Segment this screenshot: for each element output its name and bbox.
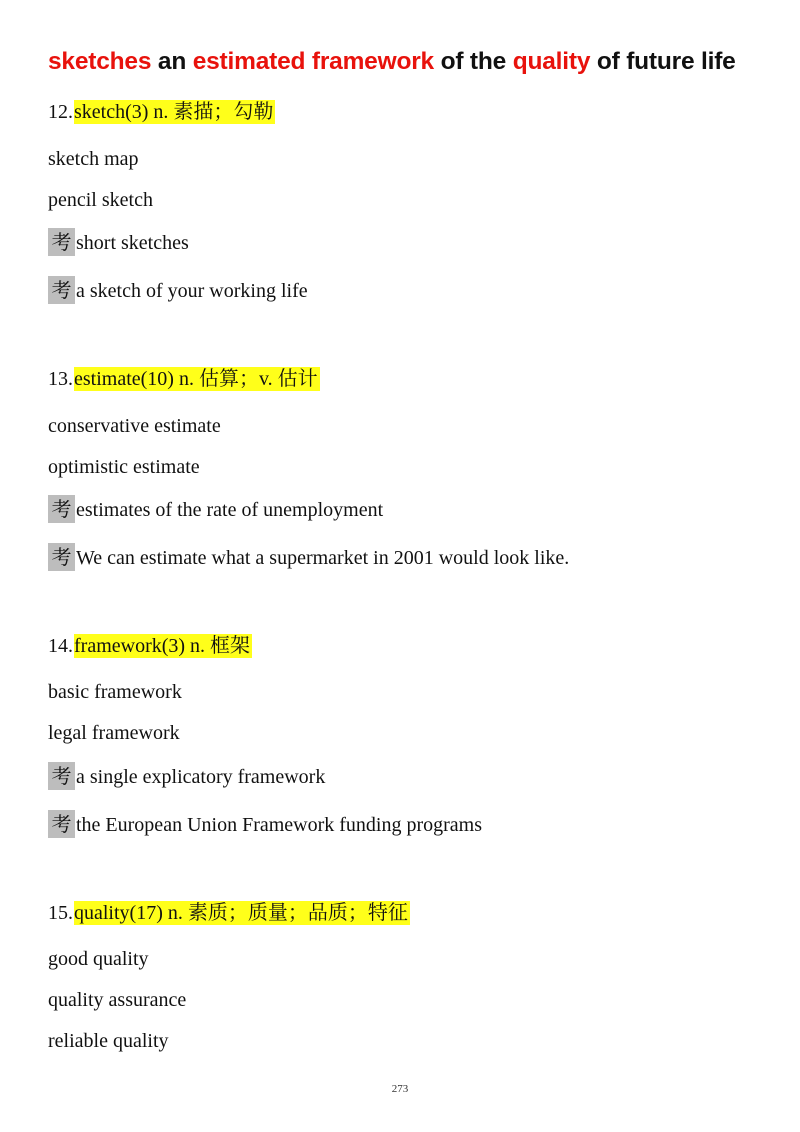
- exam-phrase: a sketch of your working life: [76, 280, 308, 302]
- headline-text: of the: [433, 48, 513, 75]
- phrase-line: conservative estimate: [48, 415, 221, 437]
- entry-term: quality(17) n. 素质；质量；品质；特征: [74, 902, 408, 924]
- phrase-line: reliable quality: [48, 1030, 169, 1052]
- exam-phrase: a single explicatory framework: [76, 766, 326, 788]
- exam-marker: 考: [48, 543, 75, 571]
- entry-heading-estimate: [48, 364, 320, 394]
- entry-term: estimate(10) n. 估算；v. 估计: [74, 368, 318, 390]
- entry-number: 13.: [48, 368, 73, 390]
- entry-heading-sketch: [48, 97, 275, 127]
- entry-number: 12.: [48, 101, 73, 123]
- exam-line: [48, 762, 325, 791]
- phrase-line: good quality: [48, 948, 149, 970]
- exam-line: [48, 543, 569, 572]
- headline-keyword-quality: quality: [512, 48, 591, 75]
- entry-heading-quality: [48, 898, 410, 928]
- entry-term: framework(3) n. 框架: [74, 635, 251, 657]
- phrase-line: optimistic estimate: [48, 456, 200, 478]
- exam-line: [48, 495, 383, 524]
- page-number: 273: [391, 1083, 409, 1095]
- exam-marker: 考: [48, 228, 75, 256]
- exam-marker: 考: [48, 276, 75, 304]
- phrase-line: quality assurance: [48, 989, 187, 1011]
- exam-line: [48, 228, 189, 257]
- headline-text: of future life: [590, 48, 736, 75]
- exam-phrase: short sketches: [76, 232, 189, 254]
- headline-keyword-estimated-framework: estimated framework: [192, 48, 434, 75]
- exam-marker: 考: [48, 810, 75, 838]
- headline-text: an: [151, 48, 193, 75]
- exam-phrase: We can estimate what a supermarket in 2001 would look like.: [76, 547, 570, 569]
- entry-number: 15.: [48, 902, 73, 924]
- phrase-line: pencil sketch: [48, 189, 153, 211]
- exam-line: [48, 810, 482, 839]
- phrase-line: basic framework: [48, 681, 182, 703]
- entry-term: sketch(3) n. 素描；勾勒: [74, 101, 274, 123]
- phrase-line: sketch map: [48, 148, 139, 170]
- headline-keyword-sketches: sketches: [48, 48, 152, 75]
- exam-marker: 考: [48, 495, 75, 523]
- entry-heading-framework: [48, 631, 252, 661]
- exam-phrase: the European Union Framework funding programs: [76, 814, 483, 836]
- phrase-line: legal framework: [48, 722, 180, 744]
- entry-number: 14.: [48, 635, 73, 657]
- headline: [48, 48, 736, 76]
- exam-marker: 考: [48, 762, 75, 790]
- exam-phrase: estimates of the rate of unemployment: [76, 499, 384, 521]
- exam-line: [48, 276, 308, 305]
